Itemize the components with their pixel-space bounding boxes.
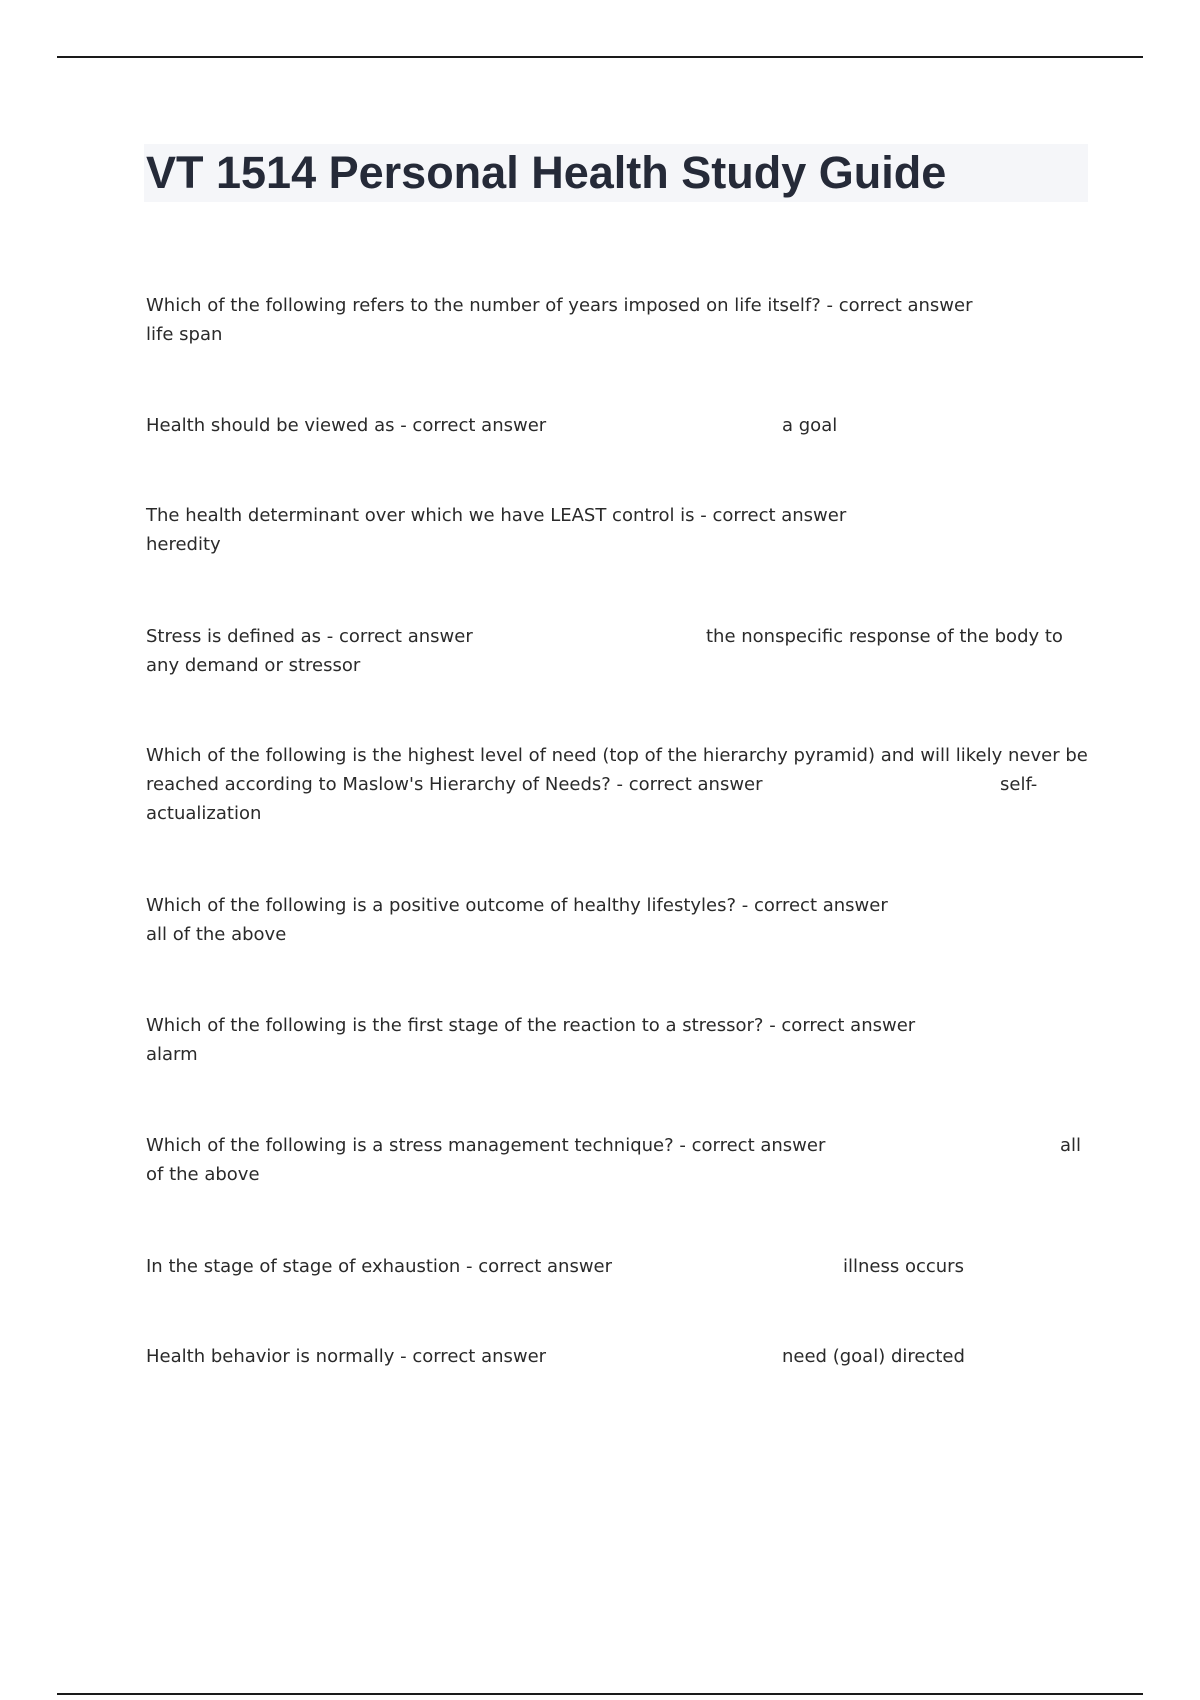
answer-text: all [1060, 1135, 1082, 1156]
top-rule [57, 56, 1143, 58]
question-text: Which of the following is the first stage of the reaction to a stressor? - correct answer [146, 1015, 916, 1036]
qa-item [146, 741, 1086, 828]
answer-text-continued: of the above [146, 1164, 260, 1185]
qa-item [146, 1131, 1086, 1189]
qa-item [146, 1342, 1086, 1371]
qa-item [146, 501, 1086, 559]
answer-text: heredity [146, 534, 221, 555]
answer-text-continued: actualization [146, 803, 262, 824]
answer-text: self- [1000, 774, 1038, 795]
bottom-rule [57, 1693, 1143, 1695]
qa-item [146, 291, 1086, 349]
answer-text: the nonspecific response of the body to [706, 626, 1063, 647]
question-text: In the stage of stage of exhaustion - correct answer [146, 1256, 613, 1277]
question-text: Which of the following is a stress management technique? - correct answer [146, 1135, 826, 1156]
answer-text: need (goal) directed [782, 1346, 965, 1367]
qa-item [146, 891, 1086, 949]
answer-text: a goal [782, 415, 838, 436]
qa-item [146, 411, 1086, 440]
answer-text: illness occurs [843, 1256, 964, 1277]
question-text: Health should be viewed as - correct answer [146, 415, 547, 436]
answer-text: life span [146, 324, 223, 345]
answer-text-continued: any demand or stressor [146, 655, 361, 676]
question-text: The health determinant over which we have LEAST control is - correct answer [146, 505, 847, 526]
page-title: VT 1514 Personal Health Study Guide [146, 147, 947, 198]
question-text: Health behavior is normally - correct answer [146, 1346, 547, 1367]
qa-item [146, 1252, 1086, 1281]
question-text-continued: reached according to Maslow's Hierarchy of Needs? - correct answer [146, 774, 763, 795]
qa-item [146, 1011, 1086, 1069]
question-text: Which of the following is the highest level of need (top of the hierarchy pyramid) and will likely never be [146, 745, 1088, 766]
answer-text: alarm [146, 1044, 198, 1065]
answer-text: all of the above [146, 924, 287, 945]
question-text: Which of the following is a positive outcome of healthy lifestyles? - correct answer [146, 895, 888, 916]
qa-item [146, 622, 1086, 680]
question-text: Which of the following refers to the number of years imposed on life itself? - correct answer [146, 295, 973, 316]
question-text: Stress is defined as - correct answer [146, 626, 473, 647]
